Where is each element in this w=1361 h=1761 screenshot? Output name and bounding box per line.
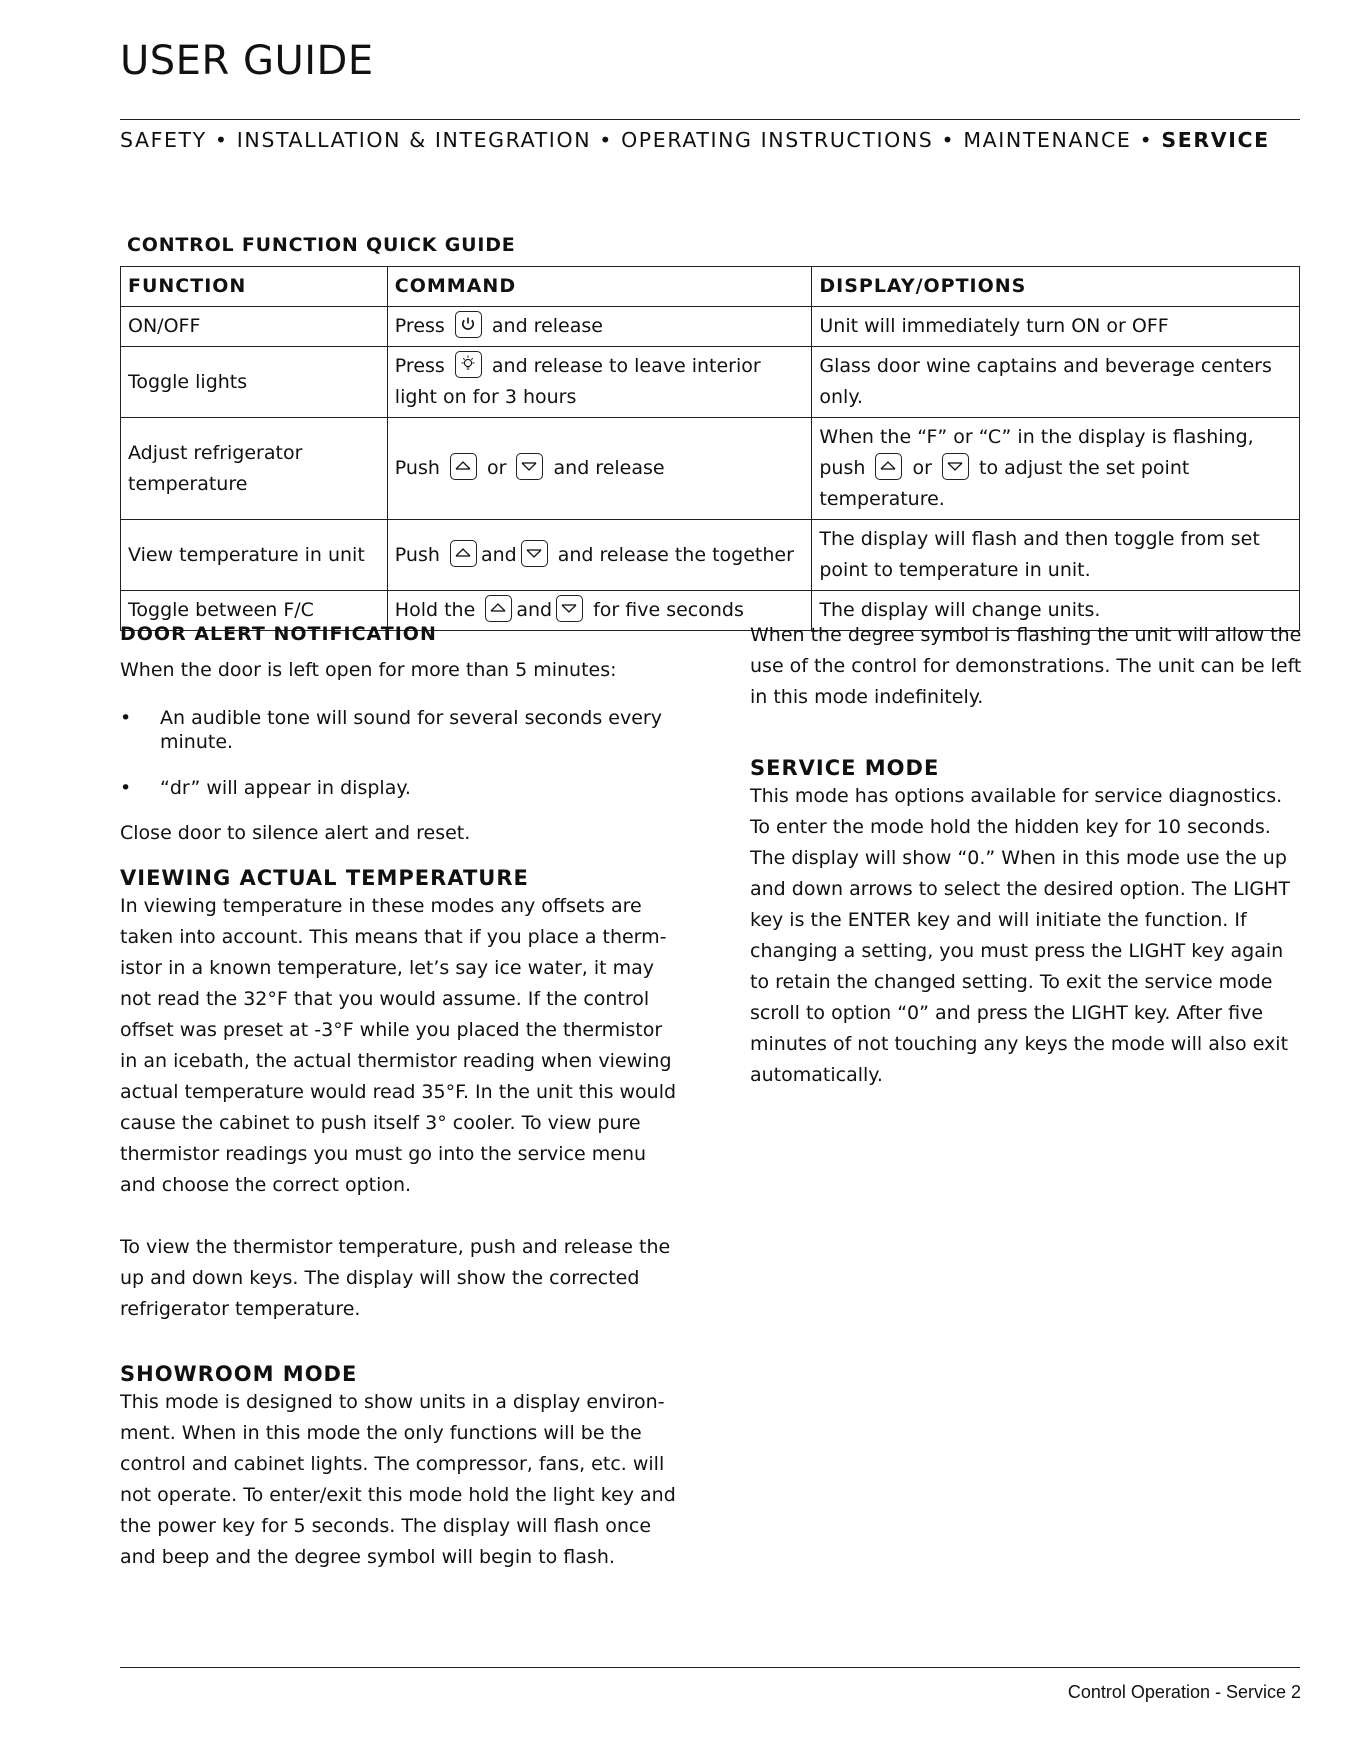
list-item: • “dr” will appear in display. [120, 776, 680, 800]
up-arrow-key-icon [450, 540, 477, 567]
cell-text: Press [394, 355, 451, 377]
cell-display [812, 520, 1300, 591]
page-title: USER GUIDE [120, 38, 374, 84]
cell-text: Push [394, 457, 446, 479]
column-header-function: FUNCTION [121, 267, 388, 307]
cell-text: Push [394, 543, 446, 566]
cell-text: or [480, 457, 513, 479]
door-alert-intro: When the door is left open for more than 5 minutes: [120, 659, 617, 681]
column-header-display: DISPLAY/OPTIONS [812, 267, 1300, 307]
footer-rule [120, 1667, 1300, 1668]
cell-text: and release [485, 315, 603, 337]
cell-text: Unit will immediately turn ON or OFF [819, 315, 1169, 337]
nav-item: SERVICE [1161, 128, 1270, 152]
table-row [121, 418, 1300, 520]
cell-command [387, 347, 812, 418]
cell-text: Adjust refrigerator temperature [128, 441, 303, 495]
cell-text: Toggle lights [128, 370, 248, 393]
cell-display [812, 307, 1300, 347]
table-row [121, 347, 1300, 418]
cell-display [812, 418, 1300, 520]
showroom-heading: SHOWROOM MODE [120, 1362, 358, 1386]
quick-guide-title: CONTROL FUNCTION QUICK GUIDE [127, 234, 516, 256]
nav-separator: • [933, 128, 964, 152]
cell-command [387, 307, 812, 347]
cell-text: for five seconds [587, 599, 744, 621]
cell-command [387, 520, 812, 591]
cell-text: ON/OFF [128, 315, 201, 337]
header-rule [120, 119, 1300, 120]
nav-separator: • [1131, 128, 1162, 152]
down-arrow-key-icon [521, 540, 548, 567]
down-arrow-key-icon [942, 453, 969, 480]
door-alert-heading: DOOR ALERT NOTIFICATION [120, 623, 437, 645]
cell-text: Hold the [394, 599, 482, 621]
viewing-temp-para-2: To view the thermistor temperature, push and release the up and down keys. The display will show the corrected refrigerator temperature. [120, 1236, 671, 1320]
table-row [121, 520, 1300, 591]
cell-display [812, 347, 1300, 418]
table-header-row [121, 267, 1300, 307]
cell-text: The display will change units. [819, 599, 1101, 621]
cell-text: The display will flash and then toggle from set point to temperature in unit. [819, 528, 1260, 581]
left-column [120, 617, 680, 1573]
cell-text: or [906, 457, 938, 479]
cell-text: and release [547, 457, 665, 479]
up-arrow-key-icon [875, 453, 902, 480]
cell-text: to adjust the set point temperature. [819, 457, 1196, 510]
list-item: • An audible tone will sound for several seconds every minute. [120, 706, 680, 754]
cell-function [121, 520, 388, 591]
nav-separator: • [206, 128, 237, 152]
page-footer: Control Operation - Service 2 [1067, 1682, 1301, 1702]
showroom-para: This mode is designed to show units in a display environ-ment. When in this mode the only functions will be the control and cabinet lights. The compressor, fans, etc. will not operate. To enter/exit this mode hold the light key and the power key for 5 seconds. The display will flash once and beep and the degree symbol will begin to flash. [120, 1391, 676, 1568]
cell-text: and [480, 543, 517, 566]
service-mode-para: This mode has options available for service diagnostics. To enter the mode hold the hidden key for 10 seconds. The display will show “0.” When in this mode use the up and down arrows to select the desired option. The LIGHT key is the ENTER key and will initiate the function. If changing a setting, you must press the LIGHT key again to retain the changed setting. To exit the service mode scroll to option “0” and press the LIGHT key. After five minutes of not touching any keys the mode will also exit automatically. [750, 785, 1290, 1086]
right-column [750, 620, 1302, 1091]
cell-function [121, 347, 388, 418]
table-row [121, 307, 1300, 347]
cell-function [121, 418, 388, 520]
nav-item: MAINTENANCE [963, 128, 1132, 152]
cell-text: Glass door wine captains and beverage centers only. [819, 355, 1272, 408]
cell-text: Toggle between F/C [128, 599, 314, 621]
nav-separator: • [591, 128, 622, 152]
cell-command [387, 418, 812, 520]
up-arrow-key-icon [450, 453, 477, 480]
down-arrow-key-icon [516, 453, 543, 480]
cell-text: Press [394, 315, 451, 337]
viewing-temp-para-1: In viewing temperature in these modes any offsets are taken into account. This means that if you place a therm-istor in a known temperature, let’s say ice water, it may not read the 32°F that you would assume. If the control offset was preset at -3°F while you placed the thermistor in an icebath, the actual thermistor reading when viewing actual temperature would read 35°F. In the unit this would cause the cabinet to push itself 3° cooler. To view pure thermistor readings you must go into the service menu and choose the correct option. [120, 895, 677, 1196]
cell-function [121, 307, 388, 347]
nav-item: INSTALLATION & INTEGRATION [236, 128, 592, 152]
quick-guide-table [120, 266, 1300, 631]
cell-text: and release the together [551, 543, 794, 566]
service-mode-heading: SERVICE MODE [750, 756, 940, 780]
cell-text: and release to leave interior light on for 3 hours [394, 355, 767, 408]
nav-item: SAFETY [120, 128, 207, 152]
showroom-continued-para: When the degree symbol is flashing the unit will allow the use of the control for demonstrations. The unit can be left in this mode indefinitely. [750, 624, 1302, 708]
cell-text: When the “F” or “C” in the display is flashing, push [819, 426, 1260, 479]
nav-item: OPERATING INSTRUCTIONS [621, 128, 934, 152]
light-key-icon [455, 351, 482, 378]
column-header-command: COMMAND [387, 267, 812, 307]
cell-text: and [516, 599, 553, 621]
cell-text: View temperature in unit [128, 543, 365, 566]
viewing-temp-heading: VIEWING ACTUAL TEMPERATURE [120, 866, 529, 890]
power-key-icon [455, 311, 482, 338]
door-alert-outro: Close door to silence alert and reset. [120, 822, 471, 844]
section-nav [120, 128, 1300, 152]
door-alert-list [120, 706, 680, 800]
